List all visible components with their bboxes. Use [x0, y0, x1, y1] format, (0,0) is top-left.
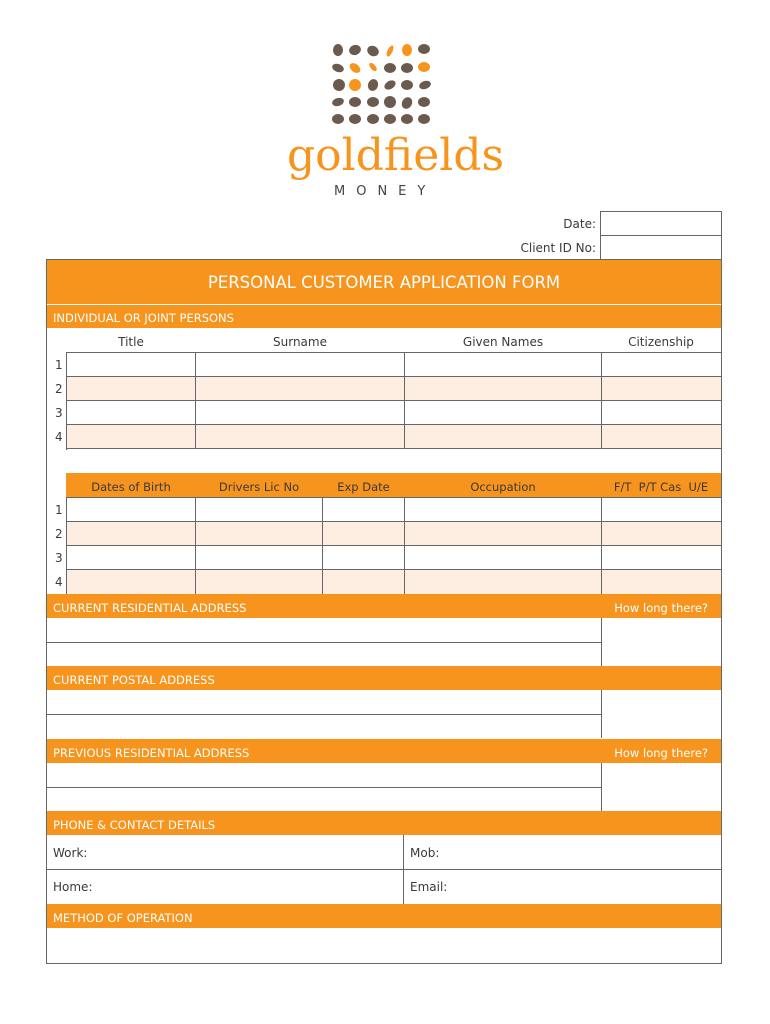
- current-residential-line1[interactable]: [47, 618, 602, 643]
- section-contact-label: PHONE & CONTACT DETAILS: [53, 818, 216, 832]
- section-postal-label: CURRENT POSTAL ADDRESS: [53, 673, 215, 687]
- col-dob: Dates of Birth: [91, 480, 171, 494]
- section-previous-residential-label: PREVIOUS RESIDENTIAL ADDRESS: [53, 746, 250, 760]
- individual2-grid: [66, 497, 722, 595]
- client-id-field[interactable]: [600, 235, 722, 260]
- form-title: PERSONAL CUSTOMER APPLICATION FORM: [207, 273, 561, 292]
- how-long-label: How long there?: [614, 601, 708, 615]
- how-long-label: How long there?: [614, 746, 708, 760]
- input-given-1[interactable]: [405, 353, 601, 376]
- work-label: Work:: [53, 846, 88, 860]
- previous-residential-line1[interactable]: [47, 763, 602, 788]
- date-field[interactable]: [600, 211, 722, 236]
- col-citizenship: Citizenship: [628, 335, 694, 349]
- row-num: 2: [55, 382, 63, 396]
- logo: [330, 42, 440, 128]
- home-label: Home:: [53, 880, 93, 894]
- logo-dots-icon: [330, 42, 440, 128]
- logo-money: MONEY: [334, 184, 437, 199]
- mob-label: Mob:: [410, 846, 440, 860]
- row-num: 1: [55, 358, 63, 372]
- client-id-label: Client ID No:: [520, 241, 596, 255]
- col-employment: F/T P/T Cas U/E: [613, 480, 709, 494]
- work-field[interactable]: [47, 835, 404, 870]
- row-num: 4: [55, 575, 63, 589]
- col-occupation: Occupation: [470, 480, 536, 494]
- section-individual-label: INDIVIDUAL OR JOINT PERSONS: [53, 311, 234, 325]
- date-label: Date:: [563, 217, 596, 231]
- col-title: Title: [118, 335, 144, 349]
- current-residential-line2[interactable]: [47, 643, 602, 666]
- row-num: 4: [55, 430, 63, 444]
- postal-line1[interactable]: [47, 690, 602, 715]
- current-residential-howlong[interactable]: [602, 618, 720, 666]
- row-num: 2: [55, 527, 63, 541]
- individual-grid: [66, 352, 722, 450]
- row-num: 3: [55, 406, 63, 420]
- email-field[interactable]: [404, 870, 721, 904]
- operation-field[interactable]: [47, 928, 721, 962]
- postal-line2[interactable]: [47, 715, 602, 738]
- row-num: 1: [55, 503, 63, 517]
- section-operation-label: METHOD OF OPERATION: [53, 911, 193, 925]
- col-surname: Surname: [273, 335, 327, 349]
- home-field[interactable]: [47, 870, 404, 904]
- col-exp-date: Exp Date: [337, 480, 390, 494]
- input-citizenship-1[interactable]: [602, 353, 721, 376]
- mob-field[interactable]: [404, 835, 721, 870]
- col-given-names: Given Names: [462, 335, 544, 349]
- row-num: 3: [55, 551, 63, 565]
- section-current-residential-label: CURRENT RESIDENTIAL ADDRESS: [53, 601, 247, 615]
- logo-wordmark: goldfields: [287, 130, 505, 181]
- input-title-1[interactable]: [67, 353, 195, 376]
- previous-residential-line2[interactable]: [47, 788, 602, 811]
- input-surname-1[interactable]: [196, 353, 404, 376]
- email-label: Email:: [410, 880, 448, 894]
- col-drivers-lic: Drivers Lic No: [218, 480, 300, 494]
